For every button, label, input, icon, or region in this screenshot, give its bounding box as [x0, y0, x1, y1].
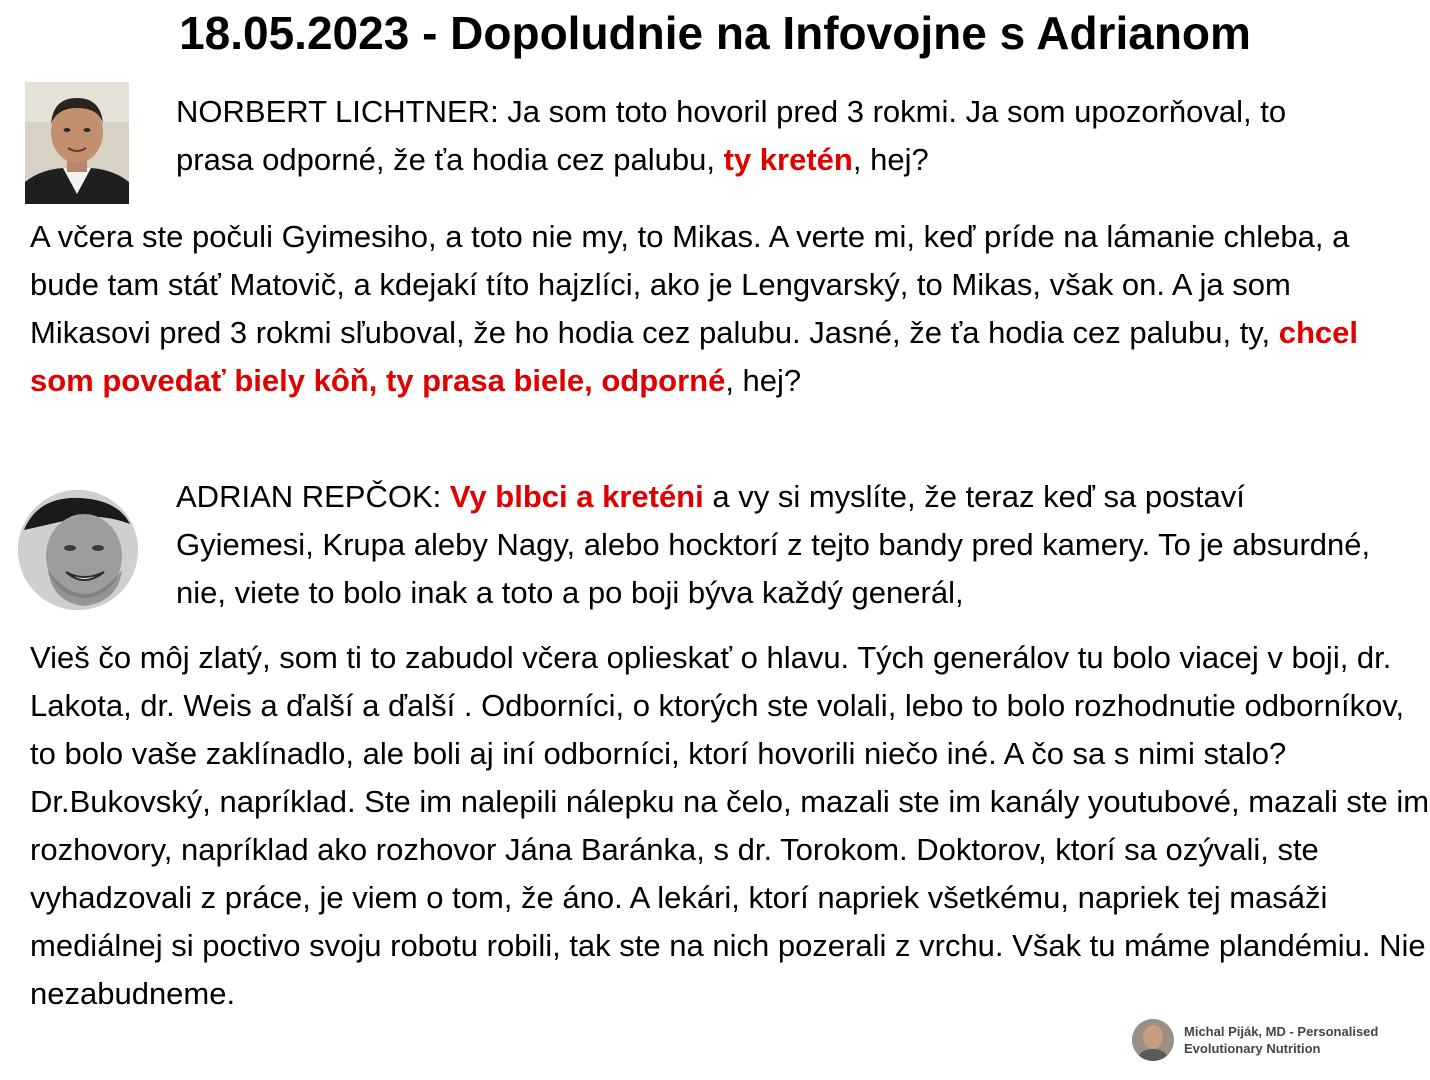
speaker2-text: a vy si myslíte, že teraz keď sa postaví Gyiemesi, Krupa aleby Nagy, alebo hocktorí z tejto bandy pred kamery. To je absurdné, nie, viete to bolo inak a toto a po boji býva každý generál,	[176, 479, 1371, 610]
speaker1-text-end: , hej?	[852, 142, 929, 177]
paragraph-2-text: A včera ste počuli Gyimesiho, a toto nie my, to Mikas. A verte mi, keď príde na lámanie chleba, a bude tam stáť Matovič, a kdejakí títo hajzlíci, ako je Lengvarský, to Mikas, však on. A ja som Mikasovi pred 3 rokmi sľuboval, že ho hodia cez palubu. Jasné, že ťa hodia cez palubu, ty,	[30, 219, 1350, 350]
speaker2-paragraph	[176, 473, 1376, 617]
paragraph-2-highlight: chcel som povedať biely kôň, ty prasa biele, odporné	[30, 315, 1359, 398]
page-title: 18.05.2023 - Dopoludnie na Infovojne s Adrianom	[179, 7, 1251, 59]
speaker2-highlight: Vy blbci a kreténi	[449, 479, 704, 514]
author-credit	[1184, 1023, 1378, 1057]
speaker1-paragraph	[176, 88, 1336, 184]
paragraph-2	[30, 213, 1400, 405]
adrian-repcok-photo	[18, 490, 138, 610]
author-credit-line2: Evolutionary Nutrition	[1184, 1041, 1321, 1056]
speaker1-highlight: ty kretén	[723, 142, 853, 177]
paragraph-2-text-end: , hej?	[725, 363, 802, 398]
paragraph-4: Vieš čo môj zlatý, som ti to zabudol včera oplieskať o hlavu. Tých generálov tu bolo viacej v boji, dr. Lakota, dr. Weis a ďalší a ďalší . Odborníci, o ktorých ste volali, lebo to bolo rozhodnutie odborníkov, to bolo vaše zaklínadlo, ale boli aj iní odborníci, ktorí hovorili niečo iné. A čo sa s nimi stalo? Dr.Bukovský, napríklad. Ste im nalepili nálepku na čelo, mazali ste im kanály youtubové, mazali ste im rozhovory, napríklad ako rozhovor Jána Baránka, s dr. Torokom. Doktorov, ktorí sa ozývali, ste vyhadzovali z práce, je viem o tom, že áno. A lekári, ktorí napriek všetkému, napriek tej masáži mediálnej si poctivo svoju robotu robili, tak ste na nich pozerali z vrchu. Však tu máme plandémiu. Nie nezabudneme.	[30, 640, 1430, 1011]
speaker2-name: ADRIAN REPČOK:	[176, 479, 450, 514]
norbert-lichtner-photo	[25, 82, 129, 204]
author-credit-line1: Michal Piják, MD - Personalised	[1184, 1024, 1379, 1039]
speaker1-text: NORBERT LICHTNER: Ja som toto hovoril pred 3 rokmi. Ja som upozorňoval, to prasa odporné, že ťa hodia cez palubu,	[176, 94, 1287, 177]
author-avatar	[1132, 1019, 1174, 1061]
author-watermark	[1132, 1018, 1378, 1062]
